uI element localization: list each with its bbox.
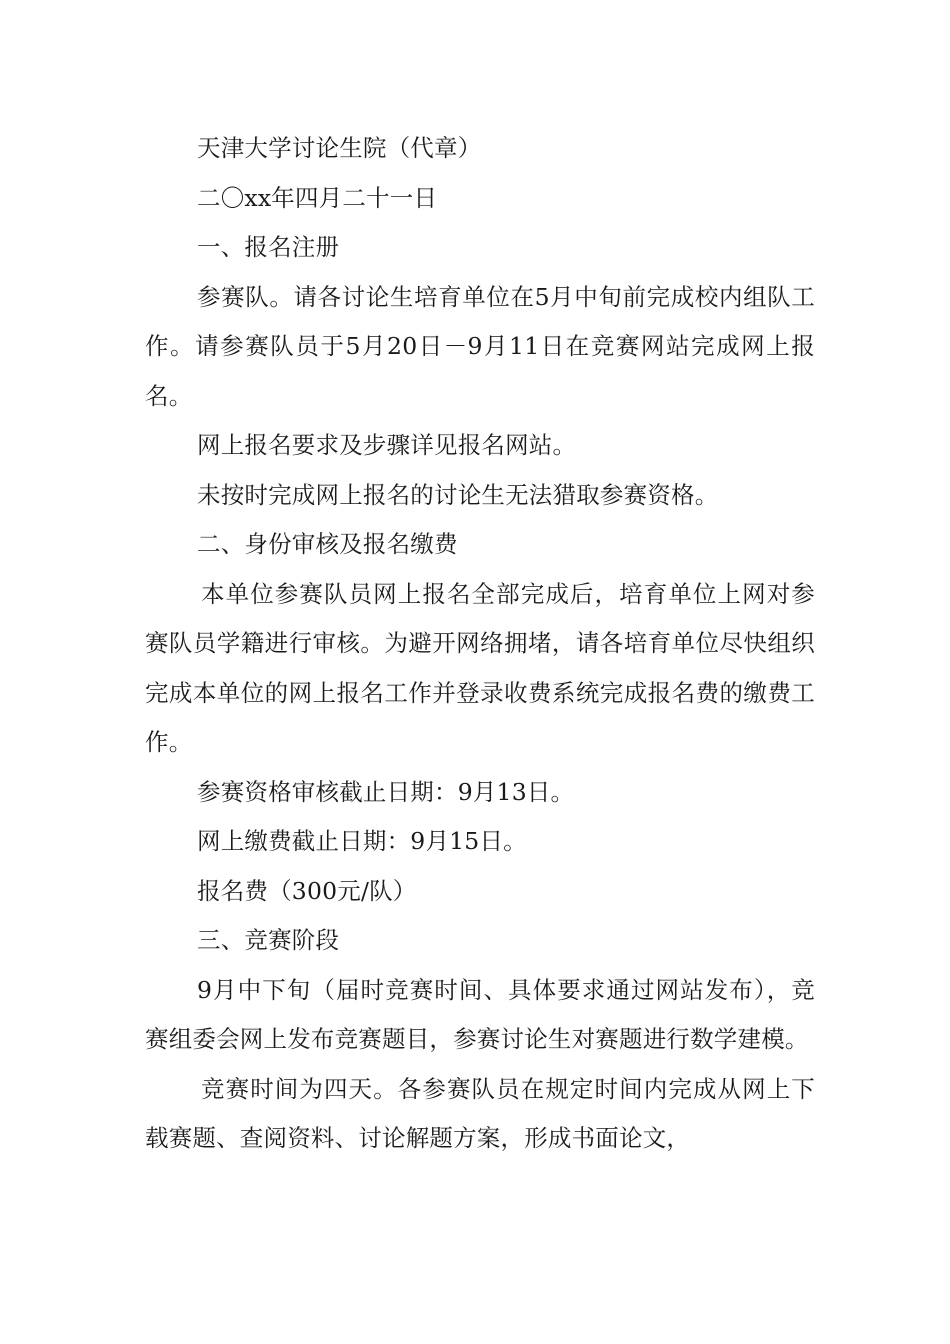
paragraph-verification-deadline: 参赛资格审核截止日期：9月13日。: [197, 777, 575, 806]
section-heading-competition-stage: 三、竞赛阶段: [197, 926, 340, 954]
document-body: [145, 124, 815, 1164]
date-line: 二〇xx年四月二十一日: [197, 183, 438, 212]
paragraph-verification-process: 本单位参赛队员网上报名全部完成后，培育单位上网对参赛队员学籍进行审核。为避开网络拥堵，请各培育单位尽快组织完成本单位的网上报名工作并登录收费系统完成报名费的缴费工作。: [145, 579, 815, 756]
paragraph-competition-duration: 竞赛时间为四天。各参赛队员在规定时间内完成从网上下载赛题、查阅资料、讨论解题方案，形成书面论文，: [145, 1074, 815, 1152]
paragraph-competition-announcement: 9月中下旬（届时竞赛时间、具体要求通过网站发布），竞赛组委会网上发布竞赛题目，参赛讨论生对赛题进行数学建模。: [145, 975, 815, 1053]
section-heading-registration: 一、报名注册: [197, 233, 340, 261]
paragraph-team-registration: 参赛队。请各讨论生培育单位在5月中旬前完成校内组队工作。请参赛队员于5月20日－9月11日在竞赛网站完成网上报名。: [145, 282, 815, 410]
signature-line: 天津大学讨论生院（代章）: [197, 134, 482, 162]
paragraph-payment-deadline: 网上缴费截止日期：9月15日。: [197, 827, 527, 855]
paragraph-registration-deadline-warning: 未按时完成网上报名的讨论生无法猎取参赛资格。: [197, 480, 719, 509]
paragraph-registration-fee: 报名费（300元/队）: [197, 876, 417, 905]
section-heading-verification-fees: 二、身份审核及报名缴费: [197, 530, 458, 558]
paragraph-registration-steps: 网上报名要求及步骤详见报名网站。: [197, 431, 577, 459]
